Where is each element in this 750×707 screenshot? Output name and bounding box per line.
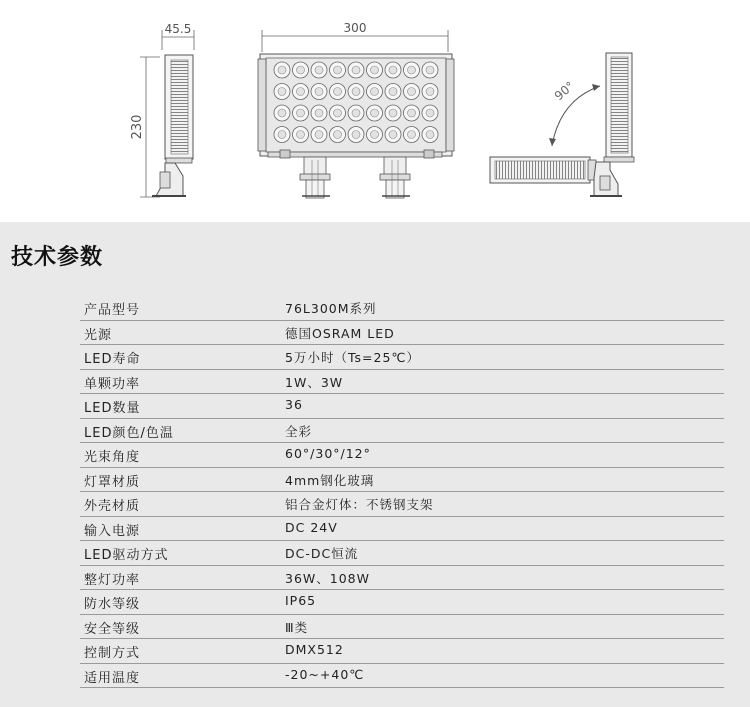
spec-label: LED数量 bbox=[84, 401, 141, 416]
led-lens-inner bbox=[426, 131, 434, 139]
spec-row bbox=[80, 541, 724, 566]
spec-row bbox=[80, 321, 724, 346]
spec-value: 德国OSRAM LED bbox=[285, 325, 395, 341]
spec-row bbox=[80, 296, 724, 321]
dim-width-label: 45.5 bbox=[164, 22, 192, 36]
spec-label: 光源 bbox=[84, 327, 113, 343]
led-lens-inner bbox=[334, 109, 342, 117]
led-lens-inner bbox=[315, 109, 323, 117]
led-lens-inner bbox=[389, 109, 397, 117]
spec-row bbox=[80, 394, 724, 419]
spec-section bbox=[0, 222, 750, 707]
led-lens-inner bbox=[278, 88, 286, 96]
drawings-svg bbox=[0, 0, 750, 222]
led-lens-inner bbox=[278, 131, 286, 139]
led-lens-inner bbox=[334, 66, 342, 74]
spec-row bbox=[80, 492, 724, 517]
spec-value: 76L300M系列 bbox=[285, 301, 377, 316]
led-lens-inner bbox=[408, 88, 416, 96]
spec-label: 光束角度 bbox=[84, 450, 141, 465]
spec-row bbox=[80, 517, 724, 542]
led-lens-inner bbox=[278, 66, 286, 74]
led-lens-inner bbox=[334, 131, 342, 139]
spec-row bbox=[80, 566, 724, 591]
spec-row bbox=[80, 664, 724, 689]
led-lens-inner bbox=[408, 66, 416, 74]
spec-value: 全彩 bbox=[285, 423, 313, 439]
led-lens-inner bbox=[426, 66, 434, 74]
spec-label: 控制方式 bbox=[84, 646, 141, 661]
front-view-drawing bbox=[258, 21, 454, 198]
led-lens-inner bbox=[334, 88, 342, 96]
led-lens-inner bbox=[426, 88, 434, 96]
led-lens-inner bbox=[426, 109, 434, 117]
led-lens-inner bbox=[297, 109, 305, 117]
spec-title: 技术参数 bbox=[11, 244, 104, 270]
side-view-drawing bbox=[130, 22, 194, 197]
led-lens-inner bbox=[352, 66, 360, 74]
spec-row bbox=[80, 443, 724, 468]
spec-label: 适用温度 bbox=[84, 670, 141, 686]
spec-label: 产品型号 bbox=[84, 303, 141, 318]
led-lens-inner bbox=[315, 66, 323, 74]
spec-table bbox=[80, 296, 724, 688]
spec-value: 5万小时（Ts=25℃） bbox=[285, 350, 420, 365]
spec-value: 铝合金灯体：不锈钢支架 bbox=[285, 497, 434, 512]
spec-value: IP65 bbox=[285, 593, 317, 608]
led-lens-inner bbox=[389, 66, 397, 74]
led-lens-inner bbox=[297, 131, 305, 139]
spec-label: 单颗功率 bbox=[84, 376, 141, 392]
spec-label: LED驱动方式 bbox=[84, 548, 169, 563]
spec-label: 防水等级 bbox=[84, 597, 141, 612]
led-lens-inner bbox=[315, 88, 323, 96]
dim-angle-label: 90° bbox=[551, 78, 578, 104]
spec-value: Ⅲ类 bbox=[285, 619, 309, 635]
led-lens-inner bbox=[371, 88, 379, 96]
technical-drawings bbox=[0, 0, 750, 222]
led-lens-inner bbox=[352, 88, 360, 96]
spec-row bbox=[80, 419, 724, 444]
spec-label: 输入电源 bbox=[84, 523, 141, 539]
spec-value: DMX512 bbox=[285, 642, 344, 657]
spec-label: 整灯功率 bbox=[84, 572, 141, 588]
spec-value: -20~+40℃ bbox=[285, 666, 365, 682]
spec-label: 安全等级 bbox=[84, 621, 141, 637]
led-lens-inner bbox=[278, 109, 286, 117]
spec-value: 1W、3W bbox=[285, 374, 344, 390]
led-lens-inner bbox=[297, 66, 305, 74]
led-lens-inner bbox=[408, 131, 416, 139]
dim-height-label: 230 bbox=[130, 114, 145, 140]
spec-label: 外壳材质 bbox=[84, 499, 141, 514]
spec-label: LED颜色/色温 bbox=[84, 425, 174, 441]
led-lens-inner bbox=[315, 131, 323, 139]
spec-value: 36W、108W bbox=[285, 570, 370, 586]
led-lens-inner bbox=[389, 88, 397, 96]
led-lens-inner bbox=[371, 66, 379, 74]
spec-row bbox=[80, 370, 724, 395]
spec-row bbox=[80, 468, 724, 493]
spec-value: 60°/30°/12° bbox=[285, 446, 371, 461]
led-lens-inner bbox=[352, 131, 360, 139]
led-lens-inner bbox=[297, 88, 305, 96]
spec-value: DC-DC恒流 bbox=[285, 546, 359, 561]
led-lens-inner bbox=[352, 109, 360, 117]
rotation-view-drawing bbox=[490, 53, 634, 196]
dim-length-label: 300 bbox=[343, 21, 367, 35]
spec-row bbox=[80, 345, 724, 370]
led-lens-inner bbox=[371, 109, 379, 117]
spec-value: DC 24V bbox=[285, 519, 338, 535]
spec-row bbox=[80, 615, 724, 640]
spec-label: LED寿命 bbox=[84, 352, 141, 367]
spec-value: 36 bbox=[285, 397, 303, 412]
spec-row bbox=[80, 590, 724, 615]
spec-label: 灯罩材质 bbox=[84, 474, 141, 490]
spec-row bbox=[80, 639, 724, 664]
led-lens-inner bbox=[371, 131, 379, 139]
led-lens-inner bbox=[408, 109, 416, 117]
led-lens-inner bbox=[389, 131, 397, 139]
spec-value: 4mm钢化玻璃 bbox=[285, 472, 375, 488]
